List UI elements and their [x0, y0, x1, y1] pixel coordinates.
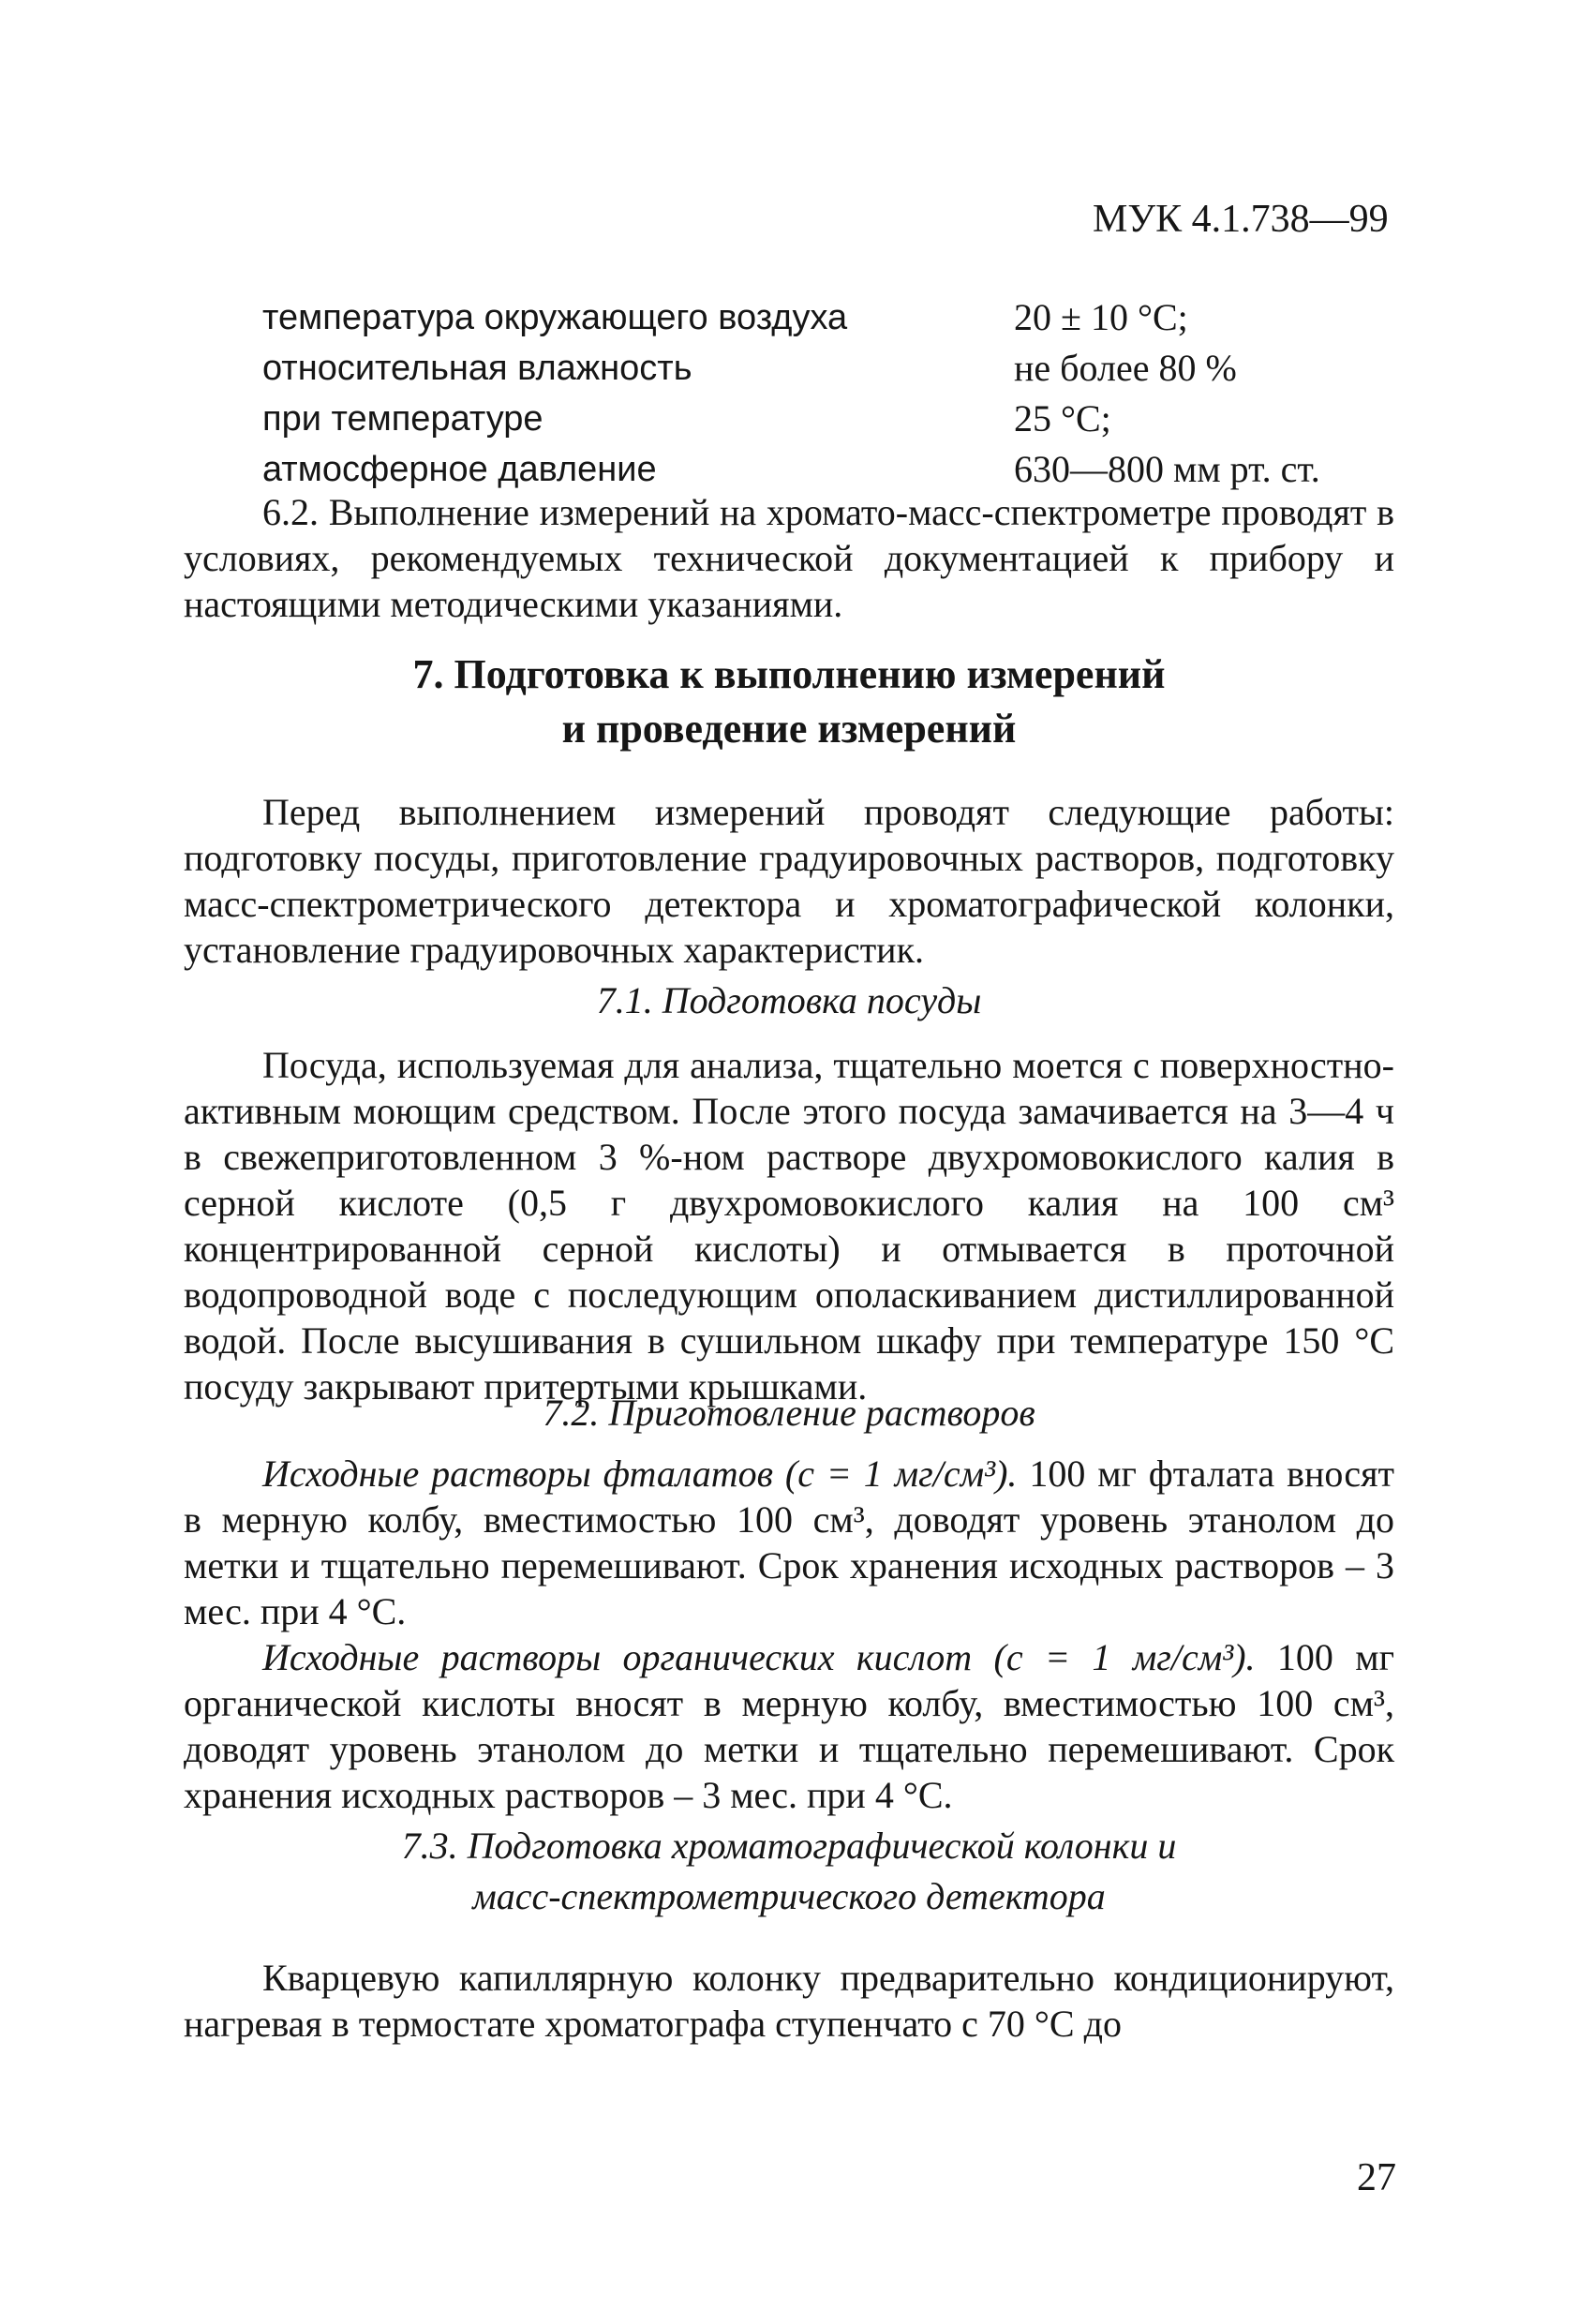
subsection-7-3-title-line2: масс-спектрометрического детектора — [472, 1875, 1106, 1917]
condition-name: относительная влажность — [262, 349, 692, 388]
condition-row — [262, 292, 1415, 343]
paragraph-6-2: 6.2. Выполнение измерений на хромато-масс-спектрометре проводят в условиях, рекомендуемых технической документацией к прибору и настоящими методическими указаниями. — [184, 491, 1394, 625]
solutions-phthalates-lead: Исходные растворы фталатов (с = 1 мг/см³). — [262, 1452, 1018, 1495]
page-number: 27 — [1357, 2156, 1396, 2199]
subsection-7-3-text: Кварцевую капиллярную колонку предварительно кондиционируют, нагревая в термостате хроматографа ступенчато с 70 °С до — [184, 1957, 1394, 2045]
document-code: МУК 4.1.738—99 — [1093, 198, 1389, 241]
condition-value: не более 80 % — [1014, 347, 1237, 389]
condition-name: при температуре — [262, 399, 543, 439]
section-7-intro: Перед выполнением измерений проводят следующие работы: подготовку посуды, приготовление градуировочных растворов, подготовку масс-спектрометрического детектора и хроматографической колонки, установление градуировочных характеристик. — [184, 791, 1394, 971]
solutions-phthalates-text: 100 мг фталата вносят в мерную колбу, вместимостью 100 см³, доводят уровень этанолом до метки и тщательно перемешивают. Срок хранения исходных растворов – 3 мес. при 4 °С. — [184, 1452, 1394, 1632]
solutions-acids-paragraph — [184, 1634, 1394, 1818]
subsection-7-2-title: 7.2. Приготовление растворов — [543, 1392, 1035, 1434]
subsection-7-3-title-line1: 7.3. Подготовка хроматографической колонки и — [401, 1825, 1177, 1867]
section-7-title-line2: и проведение измерений — [561, 706, 1017, 752]
solutions-phthalates-paragraph — [184, 1451, 1394, 1634]
condition-row — [262, 343, 1415, 394]
solutions-acids-lead: Исходные растворы органических кислот (с = 1 мг/см³). — [262, 1636, 1256, 1678]
condition-value: 25 °С; — [1014, 397, 1111, 439]
solutions-acids-text: 100 мг органической кислоты вносят в мерную колбу, вместимостью 100 см³, доводят уровень этанолом до метки и тщательно перемешивают. Срок хранения исходных растворов – 3 мес. при 4 °С. — [184, 1636, 1395, 1816]
condition-value: 630—800 мм рт. ст. — [1014, 448, 1320, 490]
condition-name: температура окружающего воздуха — [262, 298, 848, 337]
condition-row — [262, 394, 1415, 444]
conditions-table — [262, 292, 1415, 495]
condition-value: 20 ± 10 °С; — [1014, 296, 1188, 338]
subsection-7-1-title: 7.1. Подготовка посуды — [596, 979, 982, 1021]
section-7-title-line1: 7. Подготовка к выполнению измерений — [412, 651, 1166, 697]
condition-name: атмосферное давление — [262, 450, 657, 489]
condition-row — [262, 444, 1415, 495]
subsection-7-1-text: Посуда, используемая для анализа, тщательно моется с поверхностно-активным моющим средством. После этого посуда замачивается на 3—4 ч в свежеприготовленном 3 %-ном растворе двухромовокислого калия в серной кислоте (0,5 г двухромовокислого калия на 100 см³ концентрированной серной кислоты) и отмывается в проточной водопроводной воде с последующим ополаскиванием дистиллированной водой. После высушивания в сушильном шкафу при температуре 150 °С посуду закрывают притертыми крышками. — [184, 1044, 1394, 1408]
